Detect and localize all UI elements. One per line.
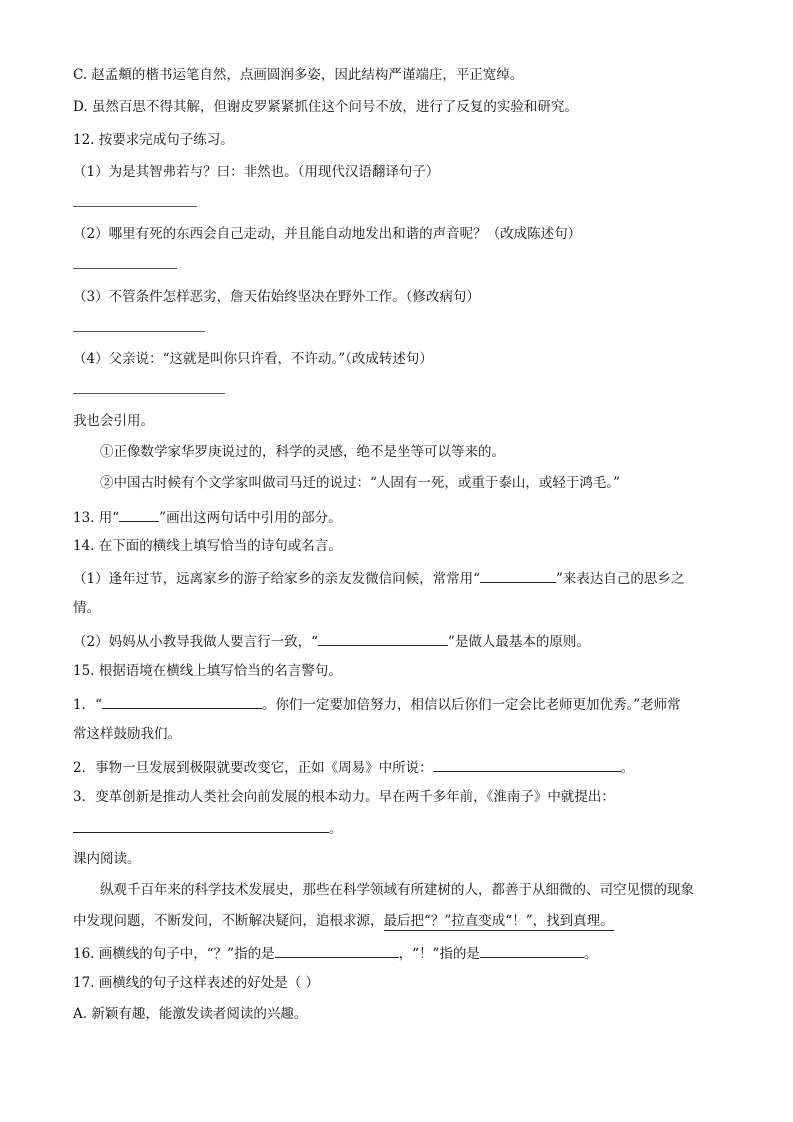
q12-sentence-2: （2）哪里有死的东西会自己走动，并且能自动地发出和谐的声音呢？（改成陈述句）: [73, 226, 582, 242]
q16-before: 16. 画横线的句子中，“？”指的是: [73, 946, 275, 962]
q16-blank-2[interactable]: [480, 943, 584, 958]
q15-blank-2[interactable]: [433, 757, 621, 772]
q15-title: 15. 根据语境在横线上填写恰当的名言警句。: [73, 663, 342, 679]
q13-blank[interactable]: [119, 507, 159, 522]
q17-option-a: A. 新颖有趣，能激发读者阅读的兴趣。: [73, 1006, 308, 1022]
q14-s1-after: ”来表达自己的思乡之: [556, 571, 685, 587]
q15-s3-end: 。: [329, 821, 343, 837]
q15-s1-after: 。你们一定要加倍努力，相信以后你们一定会比老师更加优秀。”老师常: [262, 697, 681, 713]
q14-s2-before: （2）妈妈从小教导我做人要言行一致，“: [73, 634, 318, 650]
q17-title: 17. 画横线的句子这样表述的好处是（ ）: [73, 975, 320, 991]
q12-answer-line-4[interactable]: [73, 393, 225, 394]
quote-intro: 我也会引用。: [73, 413, 154, 429]
q14-blank-2[interactable]: [318, 631, 448, 646]
q12-sentence-1: （1）为是其智弗若与？曰：非然也。（用现代汉语翻译句子）: [73, 164, 440, 180]
quote-1: ①正像数学家华罗庚说过的，科学的灵感，绝不是坐等可以等来的。: [100, 444, 505, 460]
q15-sentence-1: [73, 694, 720, 714]
q12-title: 12. 按要求完成句子练习。: [73, 132, 234, 148]
q14-sentence-1: [73, 568, 720, 588]
q15-sentence-2: [73, 757, 720, 777]
q13: [73, 507, 720, 527]
q15-blank-3[interactable]: [73, 818, 329, 833]
q15-s2-before: 2．事物一旦发展到极限就要改变它，正如《周易》中所说：: [73, 760, 433, 776]
q14-sentence-2: [73, 631, 720, 651]
q15-s2-after: 。: [620, 760, 635, 776]
quote-2: ②中国古时候有个文学家叫做司马迁的说过：“人固有一死，或重于泰山，或轻于鸿毛。”: [100, 475, 621, 491]
q13-after: ”画出这两句话中引用的部分。: [159, 510, 342, 526]
q15-sentence-3: 3．变革创新是推动人类社会向前发展的根本动力。早在两千多年前，《淮南子》中就提出：: [73, 789, 615, 805]
q15-blank-1[interactable]: [102, 694, 262, 709]
q16: [73, 943, 720, 963]
q12-sentence-3: （3）不管条件怎样恶劣，詹天佑始终坚决在野外工作。（修改病句）: [73, 289, 480, 305]
q14-s1-cont: 情。: [73, 600, 100, 616]
q14-blank-1[interactable]: [480, 568, 556, 583]
q15-s1-before: 1．“: [73, 697, 102, 713]
q16-blank-1[interactable]: [275, 943, 399, 958]
q12-answer-line-1[interactable]: [73, 206, 197, 207]
q16-middle: ，“！”指的是: [398, 946, 480, 962]
q14-s1-before: （1）逢年过节，远离家乡的游子给家乡的亲友发微信问候，常常用“: [73, 571, 480, 587]
reading-underlined-sentence: 最后把“？”拉直变成“！”，找到真理。: [383, 913, 614, 929]
q15-s1-cont: 常这样鼓励我们。: [73, 726, 181, 742]
q14-s2-after: ”是做人最基本的原则。: [448, 634, 590, 650]
q11-option-d: D. 虽然百思不得其解，但谢皮罗紧紧抓住这个问号不放，进行了反复的实验和研究。: [73, 99, 578, 115]
q12-answer-line-3[interactable]: [73, 331, 205, 332]
q16-after: 。: [583, 946, 598, 962]
q15-s3-answer: [73, 818, 720, 838]
q14-title: 14. 在下面的横线上填写恰当的诗句或名言。: [73, 538, 342, 554]
q12-answer-line-2[interactable]: [73, 268, 177, 269]
q13-before: 13. 用“: [73, 510, 120, 526]
reading-para-2-plain: 中发现问题，不断发问，不断解决疑问，追根求源，: [73, 913, 384, 929]
reading-label: 课内阅读。: [73, 851, 141, 867]
q12-sentence-4: （4）父亲说：“这就是叫你只许看，不许动。”（改成转述句）: [73, 351, 433, 367]
reading-para-2: [73, 912, 720, 930]
reading-para-1: 纵观千百年来的科学技术发展史，那些在科学领域有所建树的人，都善于从细微的、司空见惯的现象: [100, 882, 694, 898]
q11-option-c: C. 赵孟頫的楷书运笔自然，点画圆润多姿，因此结构严谨端庄，平正宽绰。: [73, 67, 524, 83]
